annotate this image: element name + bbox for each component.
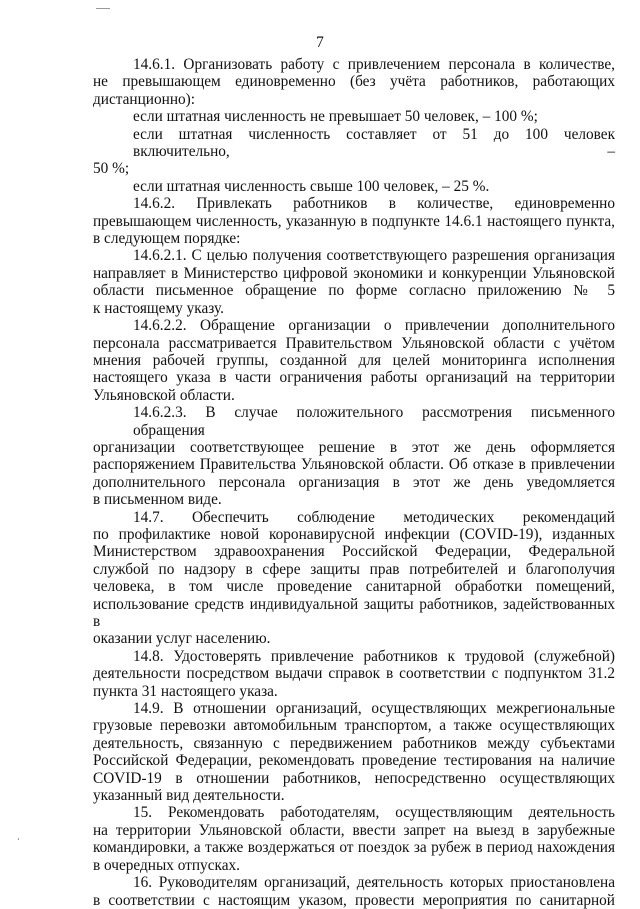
- text-line: 50 %;: [93, 160, 130, 178]
- page-number: 7: [316, 34, 324, 51]
- text-line: если штатная численность свыше 100 человек, – 25 %.: [133, 177, 490, 195]
- text-line: в следующем порядке:: [93, 230, 241, 248]
- text-line: превышающем численность, указанную в подпункте 14.6.1 настоящего пункта,: [93, 212, 615, 230]
- text-line: человека, в том числе проведение санитарной обработки помещений,: [93, 578, 615, 596]
- text-line: 16. Руководителям организаций, деятельность которых приостановлена: [133, 874, 615, 892]
- text-line: 14.6.2.3. В случае положительного рассмотрения письменного обращения: [133, 404, 615, 439]
- text-line: дополнительного персонала организация в этот же день уведомляется: [93, 473, 615, 491]
- text-line: 14.6.2.2. Обращение организации о привлечении дополнительного: [133, 317, 615, 335]
- text-line: пункта 31 настоящего указа.: [93, 682, 278, 700]
- text-line: если штатная численность не превышает 50 человек, – 100 %;: [133, 108, 538, 126]
- text-line: в соответствии с настоящим указом, провести мероприятия по санитарной: [93, 891, 615, 909]
- text-line: указанный вид деятельности.: [93, 787, 285, 805]
- text-line: 14.9. В отношении организаций, осуществляющих межрегиональные: [133, 700, 615, 718]
- text-line: командировки, а также воздержаться от поездок за рубеж в период нахождения: [93, 839, 615, 857]
- text-line: распоряжением Правительства Ульяновской области. Об отказе в привлечении: [93, 456, 615, 474]
- text-line: 14.6.2.1. С целью получения соответствующего разрешения организация: [133, 247, 615, 265]
- text-line: Российской Федерации, рекомендовать проведение тестирования на наличие: [93, 752, 615, 770]
- document-body: [93, 56, 615, 909]
- text-line: организации соответствующее решение в этот же день оформляется: [93, 438, 615, 456]
- scan-artifact-mark: [18, 838, 19, 840]
- text-line: 14.8. Удостоверять привлечение работников к трудовой (служебной): [133, 647, 615, 665]
- text-line: на территории Ульяновской области, ввести запрет на выезд в зарубежные: [93, 821, 615, 839]
- text-line: службой по надзору в сфере защиты прав потребителей и благополучия: [93, 560, 615, 578]
- text-line: персонала рассматривается Правительством Ульяновской области с учётом: [93, 334, 615, 352]
- text-line: использование средств индивидуальной защиты работников, задействованных в: [93, 595, 615, 630]
- text-line: по профилактике новой коронавирусной инфекции (COVID-19), изданных: [93, 525, 615, 543]
- text-line: в очередных отпусках.: [93, 856, 240, 874]
- scan-artifact-mark: [96, 8, 110, 9]
- text-line: мнения рабочей группы, созданной для целей мониторинга исполнения: [93, 351, 615, 369]
- text-line: не превышающем единовременно (без учёта работников, работающих: [93, 73, 615, 91]
- text-line: если штатная численность составляет от 51 до 100 человек включительно, –: [133, 125, 615, 161]
- text-line: оказании услуг населению.: [93, 630, 271, 648]
- text-line: Ульяновской области.: [93, 386, 235, 404]
- text-line: 14.7. Обеспечить соблюдение методических рекомендаций: [133, 508, 615, 526]
- text-line: 14.6.1. Организовать работу с привлечением персонала в количестве,: [133, 56, 615, 73]
- text-line: области письменное обращение по форме согласно приложению № 5: [93, 282, 615, 300]
- text-line: настоящего указа в части ограничения работы организаций на территории: [93, 369, 615, 387]
- text-line: деятельность, связанную с передвижением работников между субъектами: [93, 734, 615, 752]
- text-line: направляет в Министерство цифровой экономики и конкуренции Ульяновской: [93, 264, 615, 282]
- text-line: грузовые перевозки автомобильным транспортом, а также осуществляющих: [93, 717, 615, 735]
- text-line: 14.6.2. Привлекать работников в количестве, единовременно: [133, 195, 615, 213]
- text-line: COVID-19 в отношении работников, непосредственно осуществляющих: [93, 769, 615, 787]
- text-line: Министерством здравоохранения Российской Федерации, Федеральной: [93, 543, 615, 561]
- text-line: 15. Рекомендовать работодателям, осуществляющим деятельность: [133, 804, 615, 822]
- text-line: дистанционно):: [93, 90, 195, 108]
- text-line: к настоящему указу.: [93, 299, 224, 317]
- text-line: в письменном виде.: [93, 491, 222, 509]
- text-line: деятельности посредством выдачи справок в соответствии с подпунктом 31.2: [93, 665, 615, 683]
